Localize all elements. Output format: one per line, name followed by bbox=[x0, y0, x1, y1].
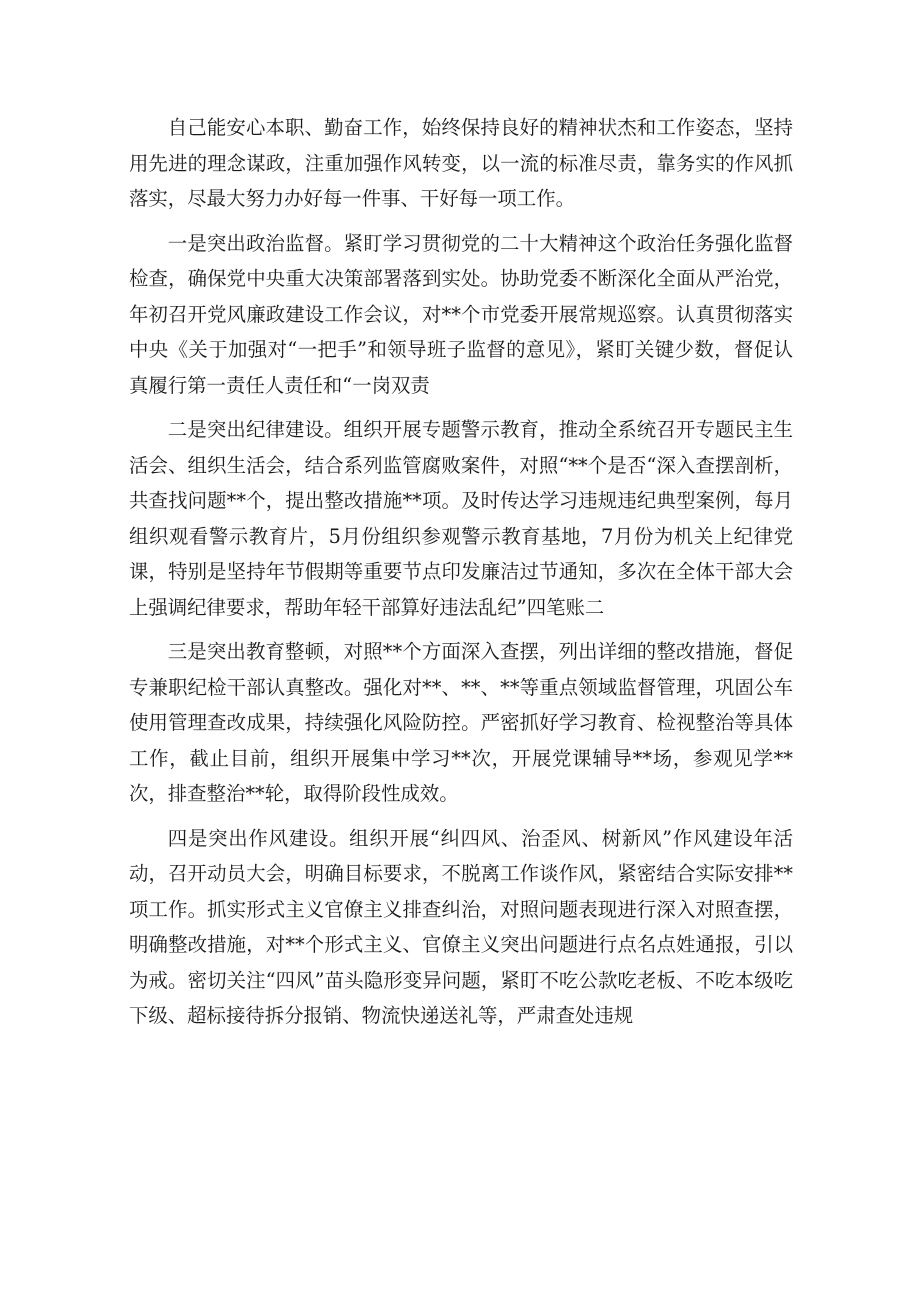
paragraph-style-building: 四是突出作风建设。组织开展“纠四风、治歪风、树新风”作风建设年活动，召开动员大会，明确目标要求，不脱离工作谈作风，紧密结合实际安排**项工作。抓实形式主义官僚主义排查纠治，对照问题表现进行深入对照查摆，明确整改措施，对**个形式主义、官僚主义突出问题进行点名点姓通报，引以为戒。密切关注“四风”苗头隐形变异问题，紧盯不吃公款吃老板、不吃本级吃下级、超标接待拆分报销、物流快递送礼等，严肃查处违规 bbox=[129, 826, 793, 1027]
paragraph-political-supervision: 一是突出政治监督。紧盯学习贯彻党的二十大精神这个政治任务强化监督检查，确保党中央重大决策部署落到实处。协助党委不断深化全面从严治党，年初召开党风廉政建设工作会议，对**个市党委开展常规巡察。认真贯彻落实中央《关于加强对“一把手”和领导班子监督的意见》，紧盯关键少数，督促认真履行第一责任人责任和“一岗双责 bbox=[129, 231, 793, 397]
paragraph-intro: 自己能安心本职、勤奋工作，始终保持良好的精神状杰和工作姿态，坚持用先进的理念谋政，注重加强作风转变，以一流的标准尽责，靠务实的作风抓落实，尽最大努力办好每一件事、干好每一项工作。 bbox=[129, 116, 793, 210]
paragraph-education-rectification: 三是突出教育整顿，对照**个方面深入查摆，列出详细的整改措施，督促专兼职纪检干部认真整改。强化对**、**、**等重点领域监督管理，巩固公车使用管理查改成果，持续强化风险防控。严密抓好学习教育、检视整治等具体工作，截止目前，组织开展集中学习**次，开展党课辅导**场，参观见学**次，排查整治**轮，取得阶段性成效。 bbox=[129, 640, 793, 805]
document-body bbox=[129, 110, 793, 1043]
paragraph-discipline-building: 二是突出纪律建设。组织开展专题警示教育，推动全系统召开专题民主生活会、组织生活会，结合系列监管腐败案件，对照“**个是否“深入查摆剖析，共查找问题**个，提出整改措施**项。及时传达学习违规违纪典型案例，每月组织观看警示教育片，5月份组织参观警示教育基地，7月份为机关上纪律党课，特别是坚持年节假期等重要节点印发廉洁过节通知，多次在全体干部大会上强调纪律要求，帮助年轻干部算好违法乱纪”四笔账二 bbox=[129, 418, 793, 619]
